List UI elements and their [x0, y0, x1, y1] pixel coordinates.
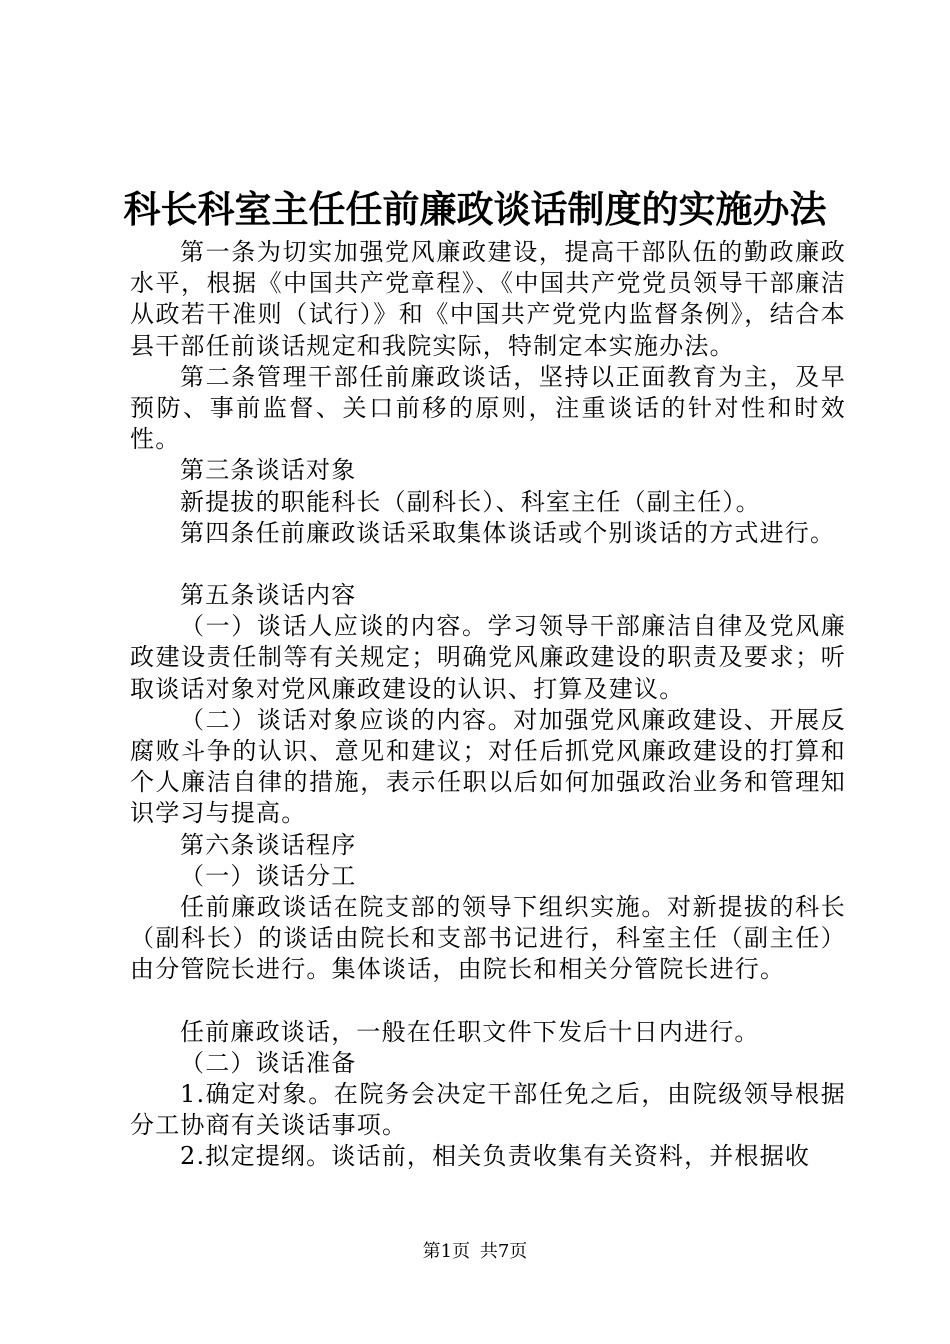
paragraph-article-3-body: 新提拔的职能科长（副科长）、科室主任（副主任）。	[180, 487, 761, 516]
blank-line	[130, 986, 846, 1017]
page-total: 共7页	[479, 1241, 528, 1262]
paragraph-article-4: 第四条任前廉政谈话采取集体谈话或个别谈话的方式进行。	[180, 518, 836, 547]
paragraph-article-5-heading: 第五条谈话内容	[180, 581, 357, 610]
paragraph-article-6-step-1: 1.确定对象。在院务会决定干部任免之后，由院级领导根据分工协商有关谈话事项。	[130, 1080, 846, 1140]
document-body	[130, 237, 846, 1173]
page-footer	[0, 1241, 950, 1263]
blank-line	[130, 549, 846, 580]
paragraph-article-6-step-2: 2.拟定提纲。谈话前，相关负责收集有关资料，并根据收	[180, 1142, 811, 1171]
paragraph-article-6-sub-2: （二）谈话准备	[180, 1048, 357, 1077]
paragraph-article-6-timing: 任前廉政谈话，一般在任职文件下发后十日内进行。	[180, 1017, 760, 1046]
paragraph-article-6-sub-1-body: 任前廉政谈话在院支部的领导下组织实施。对新提拔的科长（副科长）的谈话由院长和支部书记进行，科室主任（副主任）由分管院长进行。集体谈话，由院长和相关分管院长进行。	[130, 893, 846, 984]
paragraph-article-1: 第一条为切实加强党风廉政建设，提高干部队伍的勤政廉政水平，根据《中国共产党章程》、《中国共产党党员领导干部廉洁从政若干准则（试行）》和《中国共产党党内监督条例》，结合本县干部任前谈话规定和我院实际，特制定本实施办法。	[130, 238, 846, 360]
paragraph-article-3-heading: 第三条谈话对象	[180, 456, 357, 485]
paragraph-article-5-item-1: （一）谈话人应谈的内容。学习领导干部廉洁自律及党风廉政建设责任制等有关规定；明确党风廉政建设的职责及要求；听取谈话对象对党风廉政建设的认识、打算及建议。	[130, 612, 846, 703]
paragraph-article-6-heading: 第六条谈话程序	[180, 830, 357, 859]
paragraph-article-5-item-2: （二）谈话对象应谈的内容。对加强党风廉政建设、开展反腐败斗争的认识、意见和建议；对任后抓党风廉政建设的打算和个人廉洁自律的措施，表示任职以后如何加强政治业务和管理知识学习与提高。	[130, 705, 846, 828]
paragraph-article-2: 第二条管理干部任前廉政谈话，坚持以正面教育为主，及早预防、事前监督、关口前移的原则，注重谈话的针对性和时效性。	[130, 362, 846, 454]
page-number: 第1页	[422, 1241, 471, 1262]
paragraph-article-6-sub-1: （一）谈话分工	[180, 861, 357, 890]
document-title: 科长科室主任任前廉政谈话制度的实施办法	[123, 187, 827, 231]
